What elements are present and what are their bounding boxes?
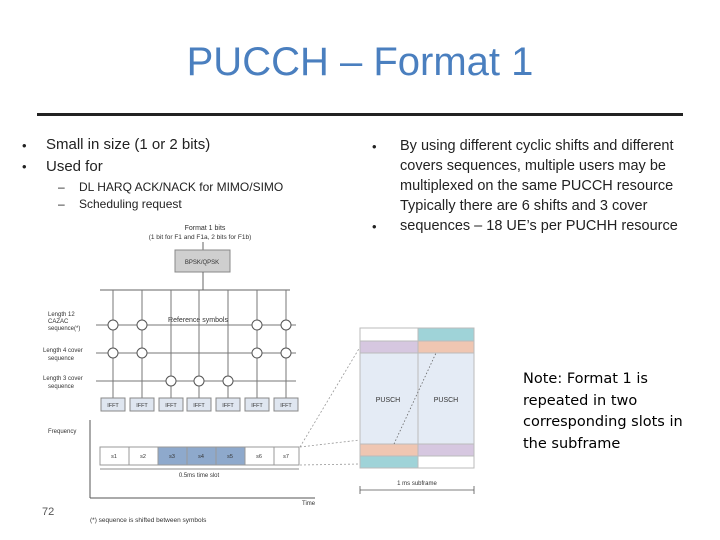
length4-line1: Length 4 cover — [43, 348, 83, 354]
leader-lines — [300, 347, 360, 465]
time-slot-label: 0.5ms time slot — [178, 473, 220, 479]
frequency-label: Frequency — [48, 429, 77, 435]
slot-cell: s5 — [227, 454, 233, 460]
bullet-mark: • — [22, 138, 27, 153]
modulator-label: BPSK/QPSK — [184, 260, 220, 266]
diagram-header — [100, 225, 290, 290]
right-bullet-1: By using different cyclic shifts and different covers sequences, multiple users may be multiplexed on the same PUCCH resource — [400, 138, 674, 194]
dash-mark: – — [58, 180, 65, 194]
slot-cell: s4 — [198, 454, 204, 460]
pusch-left-label: PUSCH — [375, 397, 401, 404]
diagram-footnote: (*) sequence is shifted between symbols — [90, 517, 207, 524]
bullet-mark: • — [372, 139, 377, 154]
dash-mark: – — [58, 197, 65, 211]
format-bits-label: Format 1 bits — [184, 225, 226, 232]
left-subbullet-2: Scheduling request — [79, 197, 182, 211]
format1-note: Note: Format 1 is repeated in two corresponding slots in the subframe — [523, 371, 683, 452]
pusch-right-label: PUSCH — [433, 397, 459, 404]
ifft-label: IFFT — [193, 403, 205, 409]
left-subbullet-1: DL HARQ ACK/NACK for MIMO/SIMO — [79, 180, 284, 194]
slide-title: PUCCH – Format 1 — [186, 40, 534, 84]
slot-cell: s7 — [283, 454, 289, 460]
ifft-row — [101, 398, 298, 411]
right-bullet-2: Typically there are 6 shifts and 3 cover sequences – 18 UE’s per PUCHH resource — [400, 198, 678, 234]
subframe-grid — [360, 328, 474, 494]
slot-row — [100, 447, 299, 479]
ifft-label: IFFT — [165, 403, 177, 409]
left-bullet-2: Used for — [46, 158, 103, 175]
ifft-label: IFFT — [251, 403, 263, 409]
reference-symbols-label: Reference symbols — [168, 317, 228, 324]
time-label: Time — [302, 501, 316, 507]
subframe-label: 1 ms subframe — [397, 481, 437, 487]
ifft-label: IFFT — [280, 403, 292, 409]
row-labels — [43, 312, 83, 435]
slot-cell: s2 — [140, 454, 146, 460]
slot-cell: s3 — [169, 454, 175, 460]
length12-line1: Length 12 — [48, 312, 75, 318]
length4-line2: sequence — [48, 356, 75, 362]
ifft-label: IFFT — [107, 403, 119, 409]
length3-line2: sequence — [48, 384, 75, 390]
slot-cell: s1 — [111, 454, 117, 460]
length12-line3: sequence(*) — [48, 326, 81, 332]
bullet-mark: • — [22, 159, 27, 174]
bullet-mark: • — [372, 219, 377, 234]
ifft-label: IFFT — [136, 403, 148, 409]
ifft-label: IFFT — [222, 403, 234, 409]
slot-cell: s6 — [256, 454, 262, 460]
page-number: 72 — [42, 506, 55, 518]
left-bullet-1: Small in size (1 or 2 bits) — [46, 136, 211, 153]
length3-line1: Length 3 cover — [43, 376, 83, 382]
length12-line2: CAZAC — [48, 319, 69, 325]
format-bits-sublabel: (1 bit for F1 and F1a, 2 bits for F1b) — [148, 234, 252, 241]
